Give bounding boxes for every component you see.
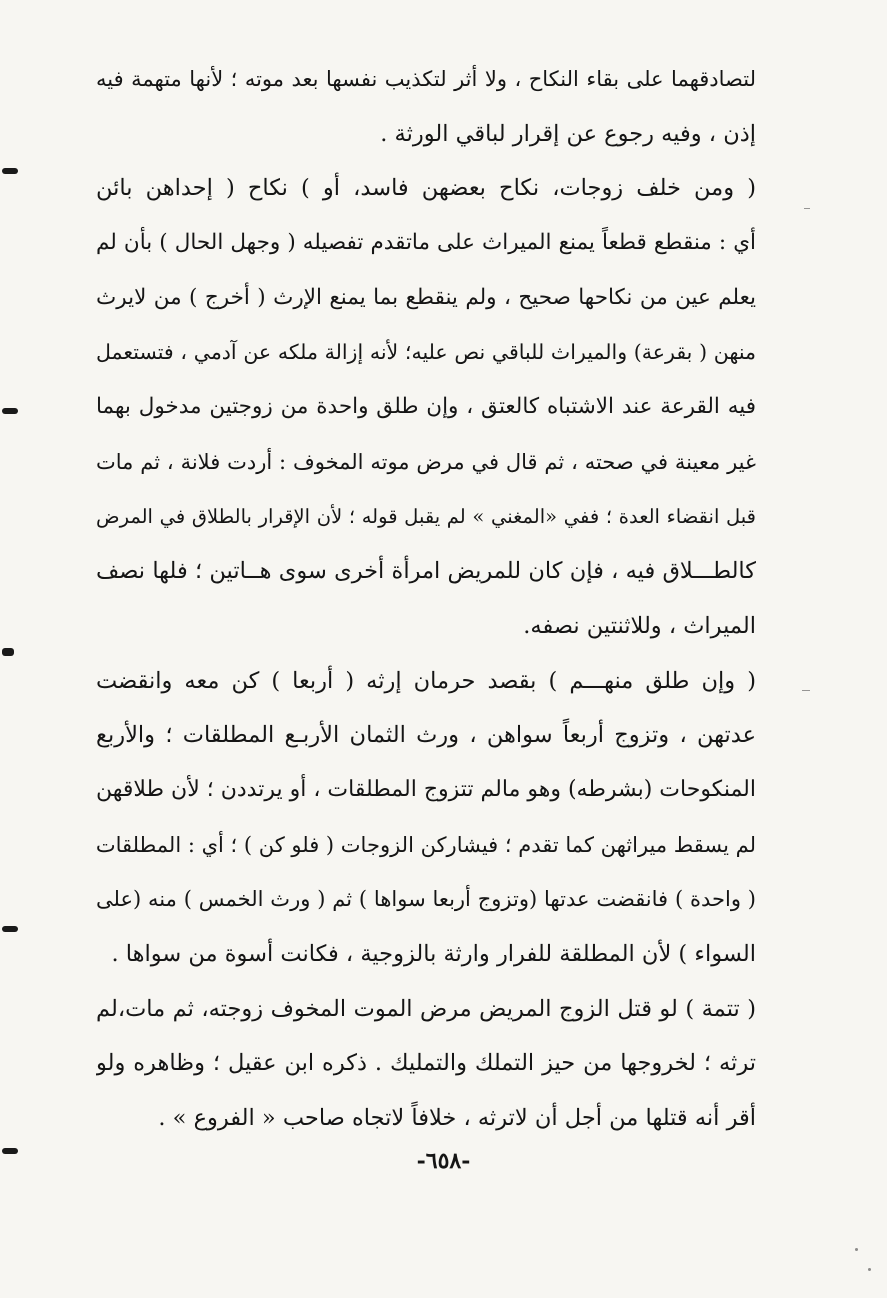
margin-mark (2, 408, 18, 414)
text-line: إذن ، وفيه رجوع عن إقرار لباقي الورثة . (380, 120, 756, 147)
text-line: ( وإن طلق منهـــم ) بقصد حرمان إرثه ( أربعا ) كن معه وانقضت (96, 667, 756, 694)
scan-mark (802, 690, 810, 691)
text-line: يعلم عين من نكاحها صحيح ، ولم ينقطع بما يمنع الإرث ( أخرج ) من لايرث (96, 284, 756, 310)
text-line: قبل انقضاء العدة ؛ ففي «المغني » لم يقبل قوله ؛ لأن الإقرار بالطلاق في المرض (96, 504, 756, 528)
scan-speck (855, 1248, 858, 1251)
text-line: غير معينة في صحته ، ثم قال في مرض موته المخوف : أردت فلانة ، ثم مات (96, 449, 756, 474)
text-line: السواء ) لأن المطلقة للفرار وارثة بالزوجية ، فكانت أسوة من سواها . (111, 941, 756, 967)
body-text (96, 52, 756, 1146)
text-line: لتصادقهما على بقاء النكاح ، ولا أثر لتكذيب نفسها بعد موته ؛ لأنها متهمة فيه (96, 67, 756, 91)
page-number: -٦٥٨- (416, 1148, 471, 1174)
text-line: ( تتمة ) لو قتل الزوج المريض مرض الموت المخوف زوجته، ثم مات،لم (96, 995, 756, 1022)
text-line: ( واحدة ) فانقضت عدتها (وتزوج أربعا سواها ) ثم ( ورث الخمس ) منه (على (96, 887, 756, 912)
text-line: لم يسقط ميراثهن كما تقدم ؛ فيشاركن الزوجات ( فلو كن ) ؛ أي : المطلقات (96, 832, 756, 857)
text-line: أي : منقطع قطعاً يمنع الميراث على ماتقدم تفصيله ( وجهل الحال ) بأن لم (96, 230, 756, 256)
text-line: فيه القرعة عند الاشتباه كالعتق ، وإن طلق واحدة من زوجتين مدخول بهما (96, 394, 756, 420)
text-line: منهن ( بقرعة) والميراث للباقي نص عليه؛ لأنه إزالة ملكه عن آدمي ، فتستعمل (96, 340, 756, 365)
text-line: ( ومن خلف زوجات، نكاح بعضهن فاسد، أو ) نكاح ( إحداهن بائن (96, 175, 756, 202)
text-line: ترثه ؛ لخروجها من حيز التملك والتمليك . ذكره ابن عقيل ؛ وظاهره ولو (96, 1050, 756, 1077)
text-line: عدتهن ، وتزوج أربعاً سواهن ، ورث الثمان الأربـع المطلقات ؛ والأربع (96, 722, 756, 749)
margin-mark (2, 648, 14, 656)
scan-mark (804, 208, 810, 209)
text-line: الميراث ، وللاثنتين نصفه. (523, 612, 756, 639)
text-line: أقر أنه قتلها من أجل أن لاترثه ، خلافاً لاتجاه صاحب « الفروع » . (158, 1105, 756, 1132)
text-line: كالطـــلاق فيه ، فإن كان للمريض امرأة أخرى سوى هــاتين ؛ فلها نصف (96, 558, 756, 585)
margin-mark (2, 168, 18, 174)
scan-speck (868, 1268, 871, 1271)
text-line: المنكوحات (بشرطه) وهو مالم تتزوج المطلقات ، أو يرتددن ؛ لأن طلاقهن (96, 776, 756, 802)
margin-mark (2, 926, 18, 932)
